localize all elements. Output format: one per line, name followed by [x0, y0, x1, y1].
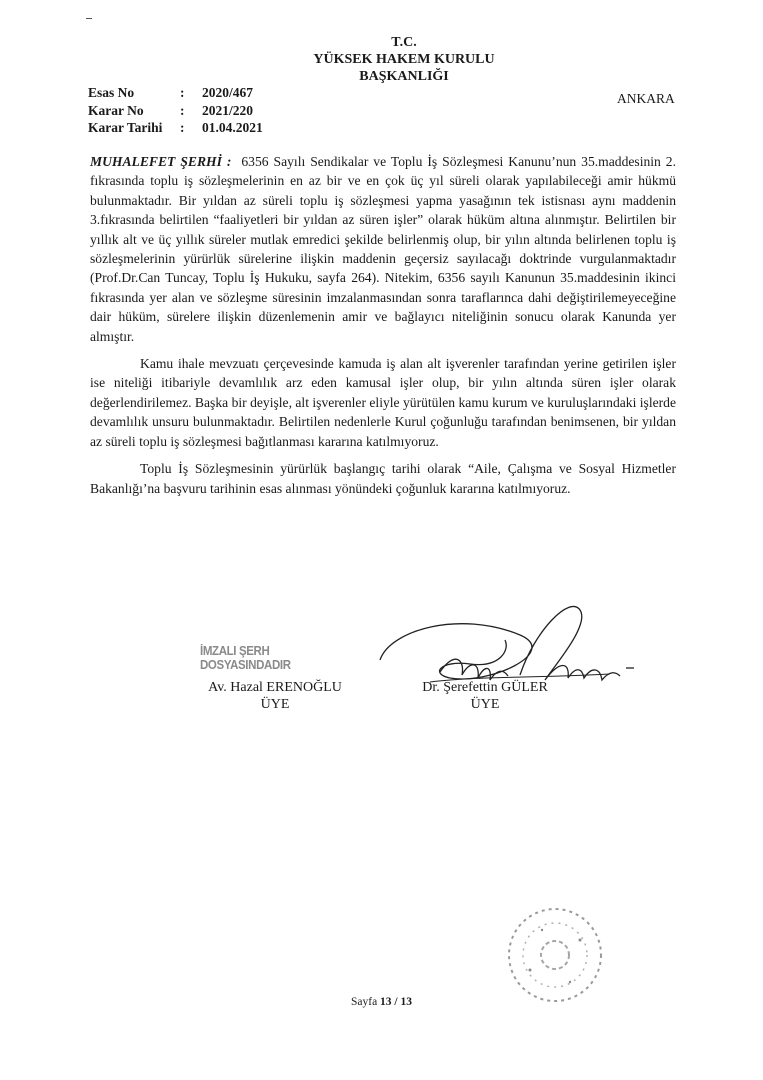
member-2 — [405, 679, 565, 713]
paragraph-3: Toplu İş Sözleşmesinin yürürlük başlangıç tarihi olarak “Aile, Çalışma ve Sosyal Hizmetler Bakanlığı’na başvuru tarihinin esas alınması yönündeki çoğunluk kararına katılmıyoruz. — [90, 461, 676, 496]
footer-current-page: 13 — [380, 996, 392, 1008]
document-header — [0, 34, 763, 85]
paragraph-2: Kamu ihale mevzuatı çerçevesinde kamuda iş alan alt işverenler tarafından yerine getirilen işler ise niteliği itibariyle devamlılık arz eden kamusal işler olup, bir yılın altında süren işler olarak değerlendirilemez. Başka bir deyişle, alt işverenler eliyle yürütülen kamu kurum ve kuruluşlarındaki işlerde devamlılık unsuru bulunmaktadır. Belirtilen nedenlerle Kurul çoğunluğu tarafından benimsenen, bir yıldan az süreli toplu iş sözleşmesi bağıtlanması kararına katılmıyoruz. — [90, 356, 676, 449]
city: ANKARA — [617, 91, 675, 106]
karar-label: Karar No — [88, 102, 144, 118]
paragraph-1-text: 6356 Sayılı Sendikalar ve Toplu İş Sözleşmesi Kanunu’nun 35.maddesinin 2. fıkrasında toplu iş sözleşmelerinin en az bir ve en çok üç yıl süreli olarak yapılabileceği amir hükmü bulunmaktadır. Bir yıldan az süreli toplu iş sözleşmesi yapma yasağının tek istisnası aynı maddenin 3.fıkrasında belirtilen “faaliyetleri bir yıldan az süren işler” olarak hüküm altına alınmıştır. Belirtilen bir yıllık alt ve üç yıllık süreler mutlak emredici şekilde belirlenmiş olup, bir yılın altında belirlenen toplu iş sözleşmelerinin yürürlük sürelerine ilişkin maddenin geçersiz sayılacağı doktrinde vurgulanmaktadır (Prof.Dr.Can Tuncay, Toplu İş Hukuku, sayfa 264). Nitekim, 6356 sayılı Kanunun 35.maddesinin ikinci fıkrasında yer alan ve sözleşme süresinin imzalanmasından sonra taraflarınca dahi değiştirilemeyeceğine dair hüküm, sürelere ilişkin düzenlemenin amir ve bağlayıcı niteliğinin sonucu olarak Kanunda yer almıştır. — [90, 154, 677, 344]
header-line-presidency: BAŞKANLIĞI — [359, 69, 449, 84]
case-meta — [88, 84, 263, 137]
karar-sep: : — [180, 102, 185, 118]
esas-label: Esas No — [88, 85, 135, 100]
header-line-tc: T.C. — [391, 35, 417, 50]
tarih-label: Karar Tarihi — [88, 120, 163, 135]
member-1-role: ÜYE — [260, 697, 290, 712]
header-line-institution: YÜKSEK HAKEM KURULU — [313, 52, 495, 67]
dissent-body — [90, 152, 676, 506]
karar-row — [88, 102, 263, 120]
dissent-heading: MUHALEFET ŞERHİ : — [90, 154, 232, 169]
paragraph-1 — [90, 152, 676, 346]
page-footer — [0, 996, 763, 1008]
faded-seal-stamp — [500, 900, 610, 1010]
footer-sep: / — [394, 996, 398, 1008]
scan-mark — [86, 18, 92, 19]
tarih-row — [88, 119, 263, 137]
esas-sep: : — [180, 85, 185, 100]
member-1-name: Av. Hazal ERENOĞLU — [208, 680, 342, 695]
member-2-name: Dr. Şerefettin GÜLER — [422, 680, 548, 695]
member-1 — [200, 679, 350, 713]
esas-value: 2020/467 — [202, 85, 254, 100]
footer-label: Sayfa — [350, 996, 378, 1008]
tarih-sep: : — [180, 120, 185, 135]
karar-value: 2021/220 — [202, 102, 254, 118]
tarih-value: 01.04.2021 — [202, 120, 263, 135]
member-2-role: ÜYE — [470, 697, 500, 712]
footer-total-pages: 13 — [400, 996, 412, 1008]
esas-row — [88, 84, 263, 102]
signed-stamp-text: İMZALI ŞERH DOSYASINDADIR — [200, 644, 291, 672]
